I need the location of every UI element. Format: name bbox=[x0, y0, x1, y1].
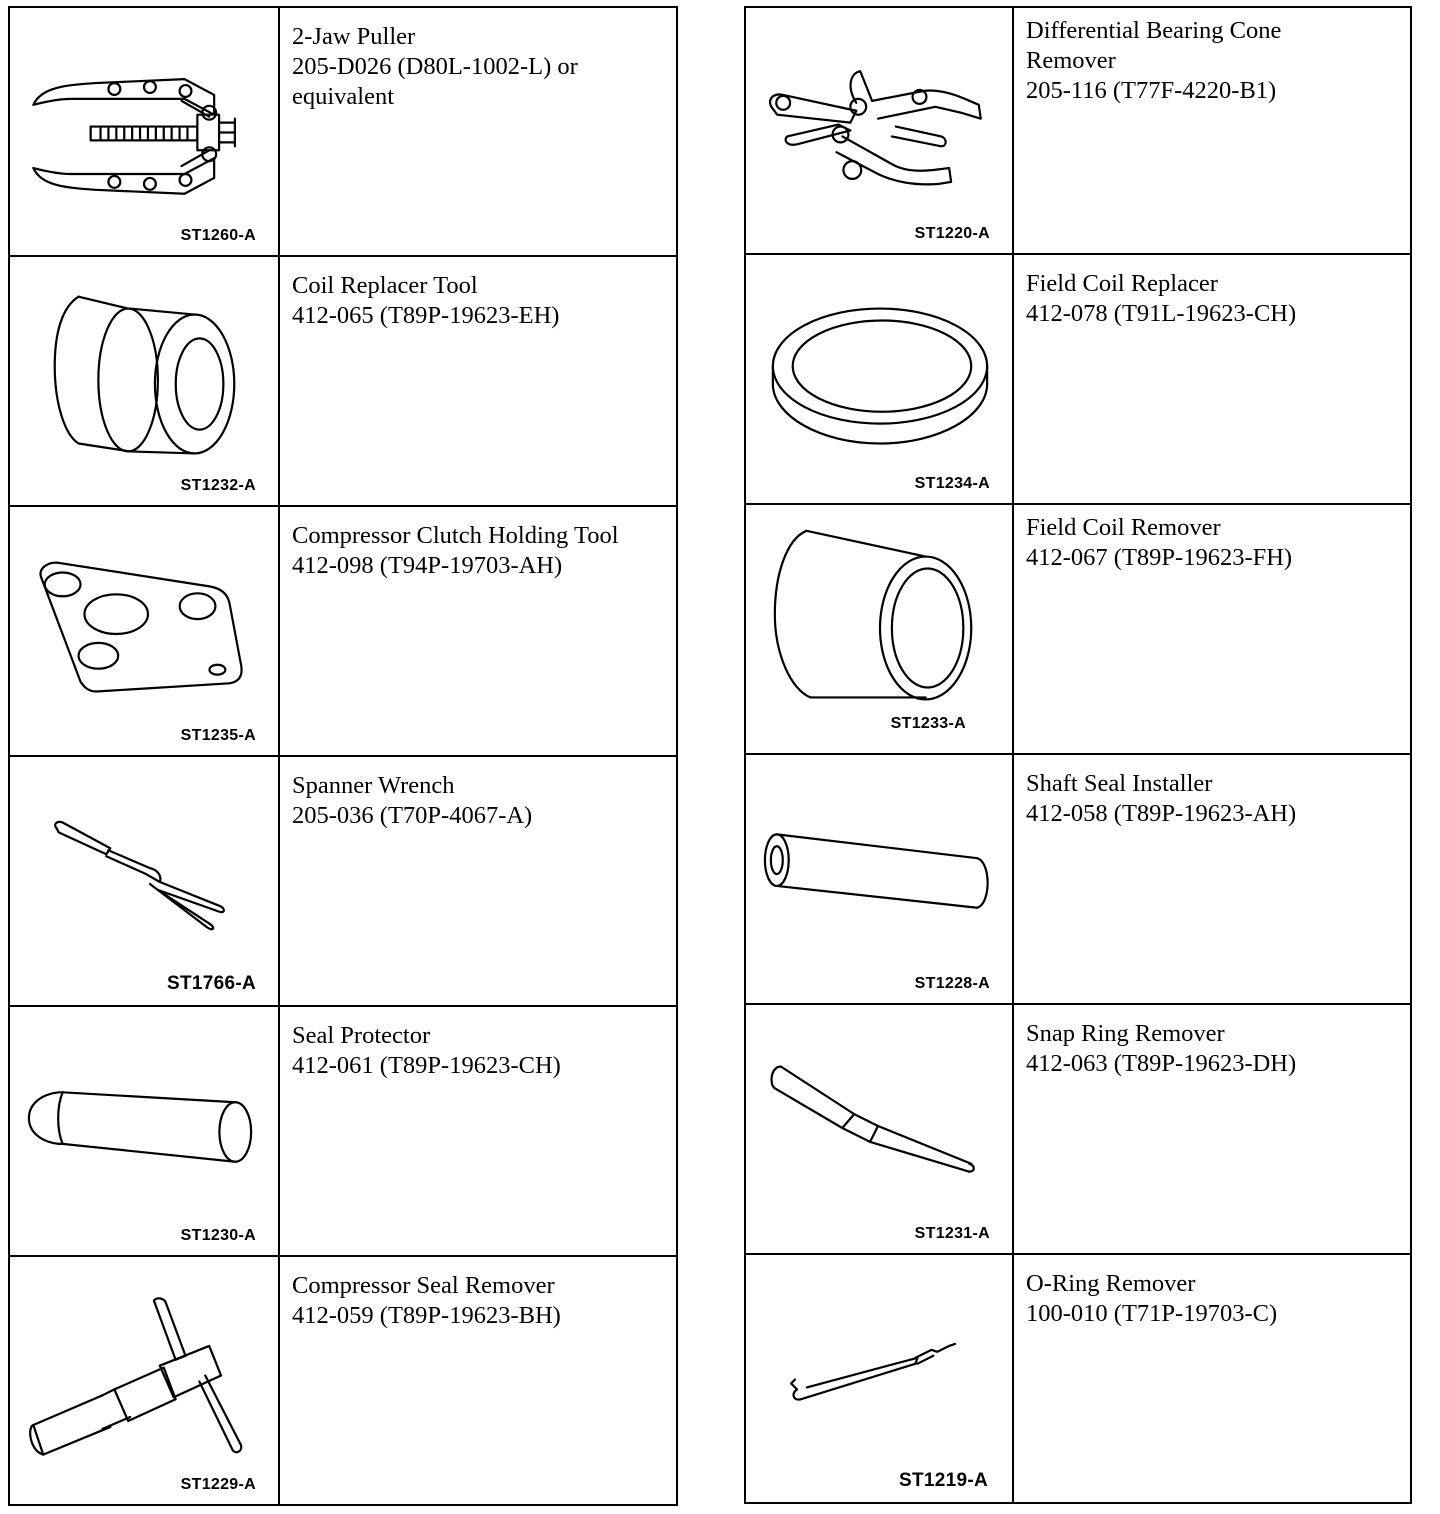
tool-description bbox=[280, 1007, 571, 1255]
field-coil-replacer-ring-illustration bbox=[746, 255, 1012, 503]
seal-protector-illustration bbox=[10, 1007, 278, 1255]
tool-name: Snap Ring Remover bbox=[1026, 1020, 1225, 1047]
tool-name: Differential Bearing Cone Remover bbox=[1026, 17, 1282, 74]
tool-row-coil-replacer bbox=[8, 256, 678, 506]
tool-row-compressor-seal-remover bbox=[8, 1256, 678, 1506]
tool-name: Seal Protector bbox=[292, 1022, 431, 1049]
tool-name: Compressor Clutch Holding Tool bbox=[292, 522, 619, 549]
tool-part-number: 100-010 (T71P-19703-C) bbox=[1026, 1300, 1278, 1327]
tool-row-snap-ring-remover bbox=[744, 1004, 1412, 1254]
illustration-cell bbox=[746, 255, 1014, 503]
snap-ring-remover-illustration bbox=[746, 1005, 1012, 1253]
tool-description bbox=[1014, 505, 1302, 753]
tool-part-number: 412-061 (T89P-19623-CH) bbox=[292, 1052, 561, 1079]
illustration-cell bbox=[746, 505, 1014, 753]
tool-row-field-coil-remover bbox=[744, 504, 1412, 754]
figure-code: ST1260-A bbox=[180, 227, 256, 244]
shaft-seal-installer-illustration bbox=[746, 755, 1012, 1003]
tool-description bbox=[1014, 755, 1306, 1003]
tool-description bbox=[1014, 1255, 1287, 1502]
tool-row-2-jaw-puller bbox=[8, 6, 678, 256]
bearing-cone-remover-illustration bbox=[746, 8, 1012, 253]
tool-description bbox=[280, 1257, 571, 1504]
figure-code: ST1228-A bbox=[914, 975, 990, 992]
illustration-cell bbox=[10, 507, 280, 755]
tool-table-left bbox=[8, 6, 678, 1506]
tool-part-number: 412-058 (T89P-19623-AH) bbox=[1026, 800, 1297, 827]
tool-name: Coil Replacer Tool bbox=[292, 272, 478, 299]
tool-description bbox=[280, 757, 542, 1005]
illustration-cell bbox=[10, 757, 280, 1005]
tool-part-number: 412-059 (T89P-19623-BH) bbox=[292, 1302, 561, 1329]
o-ring-remover-illustration bbox=[746, 1255, 1012, 1502]
tool-table-right bbox=[744, 6, 1412, 1504]
two-jaw-puller-illustration bbox=[10, 8, 278, 255]
tool-part-number: 412-063 (T89P-19623-DH) bbox=[1026, 1050, 1297, 1077]
tool-name: 2-Jaw Puller bbox=[292, 23, 416, 50]
tool-row-shaft-seal-installer bbox=[744, 754, 1412, 1004]
tool-name: Compressor Seal Remover bbox=[292, 1272, 555, 1299]
illustration-cell bbox=[746, 755, 1014, 1003]
tool-part-number: 412-098 (T94P-19703-AH) bbox=[292, 552, 563, 579]
figure-code: ST1233-A bbox=[890, 715, 966, 732]
tool-part-number: 412-078 (T91L-19623-CH) bbox=[1026, 300, 1297, 327]
figure-code: ST1232-A bbox=[180, 477, 256, 494]
tool-description bbox=[1014, 8, 1291, 253]
figure-code: ST1220-A bbox=[914, 225, 990, 242]
illustration-cell bbox=[10, 1007, 280, 1255]
tool-name: Spanner Wrench bbox=[292, 772, 455, 799]
figure-code: ST1229-A bbox=[180, 1476, 256, 1493]
figure-code: ST1235-A bbox=[180, 727, 256, 744]
tool-row-seal-protector bbox=[8, 1006, 678, 1256]
figure-code: ST1219-A bbox=[899, 1470, 988, 1491]
illustration-cell bbox=[10, 257, 280, 505]
spanner-wrench-illustration bbox=[10, 757, 278, 1005]
field-coil-remover-illustration bbox=[746, 505, 1012, 753]
seal-remover-illustration bbox=[10, 1257, 278, 1504]
tool-name: Field Coil Replacer bbox=[1026, 270, 1218, 297]
tool-description bbox=[1014, 255, 1306, 503]
tool-name: Field Coil Remover bbox=[1026, 514, 1221, 541]
illustration-cell bbox=[10, 8, 280, 255]
figure-code: ST1231-A bbox=[914, 1225, 990, 1242]
figure-code: ST1234-A bbox=[914, 475, 990, 492]
tool-row-differential-bearing-cone-remover bbox=[744, 6, 1412, 254]
tool-description bbox=[280, 507, 629, 755]
illustration-cell bbox=[746, 1255, 1014, 1502]
tool-description bbox=[1014, 1005, 1306, 1253]
tool-part-number: 205-036 (T70P-4067-A) bbox=[292, 802, 533, 829]
tool-name: Shaft Seal Installer bbox=[1026, 770, 1213, 797]
coil-replacer-illustration bbox=[10, 257, 278, 505]
tool-row-field-coil-replacer bbox=[744, 254, 1412, 504]
tool-part-number: 412-065 (T89P-19623-EH) bbox=[292, 302, 560, 329]
figure-code: ST1230-A bbox=[180, 1227, 256, 1244]
tool-name: O-Ring Remover bbox=[1026, 1270, 1196, 1297]
tool-part-number: 205-116 (T77F-4220-B1) bbox=[1026, 77, 1277, 104]
tool-row-clutch-holding-tool bbox=[8, 506, 678, 756]
tool-description bbox=[280, 257, 569, 505]
tool-row-o-ring-remover bbox=[744, 1254, 1412, 1504]
figure-code: ST1766-A bbox=[167, 973, 256, 994]
tool-description bbox=[280, 8, 588, 255]
illustration-cell bbox=[746, 1005, 1014, 1253]
illustration-cell bbox=[10, 1257, 280, 1504]
tool-row-spanner-wrench bbox=[8, 756, 678, 1006]
tool-part-number: 412-067 (T89P-19623-FH) bbox=[1026, 544, 1293, 571]
tool-part-number: 205-D026 (D80L-1002-L) or equivalent bbox=[292, 53, 578, 110]
illustration-cell bbox=[746, 8, 1014, 253]
clutch-holding-plate-illustration bbox=[10, 507, 278, 755]
